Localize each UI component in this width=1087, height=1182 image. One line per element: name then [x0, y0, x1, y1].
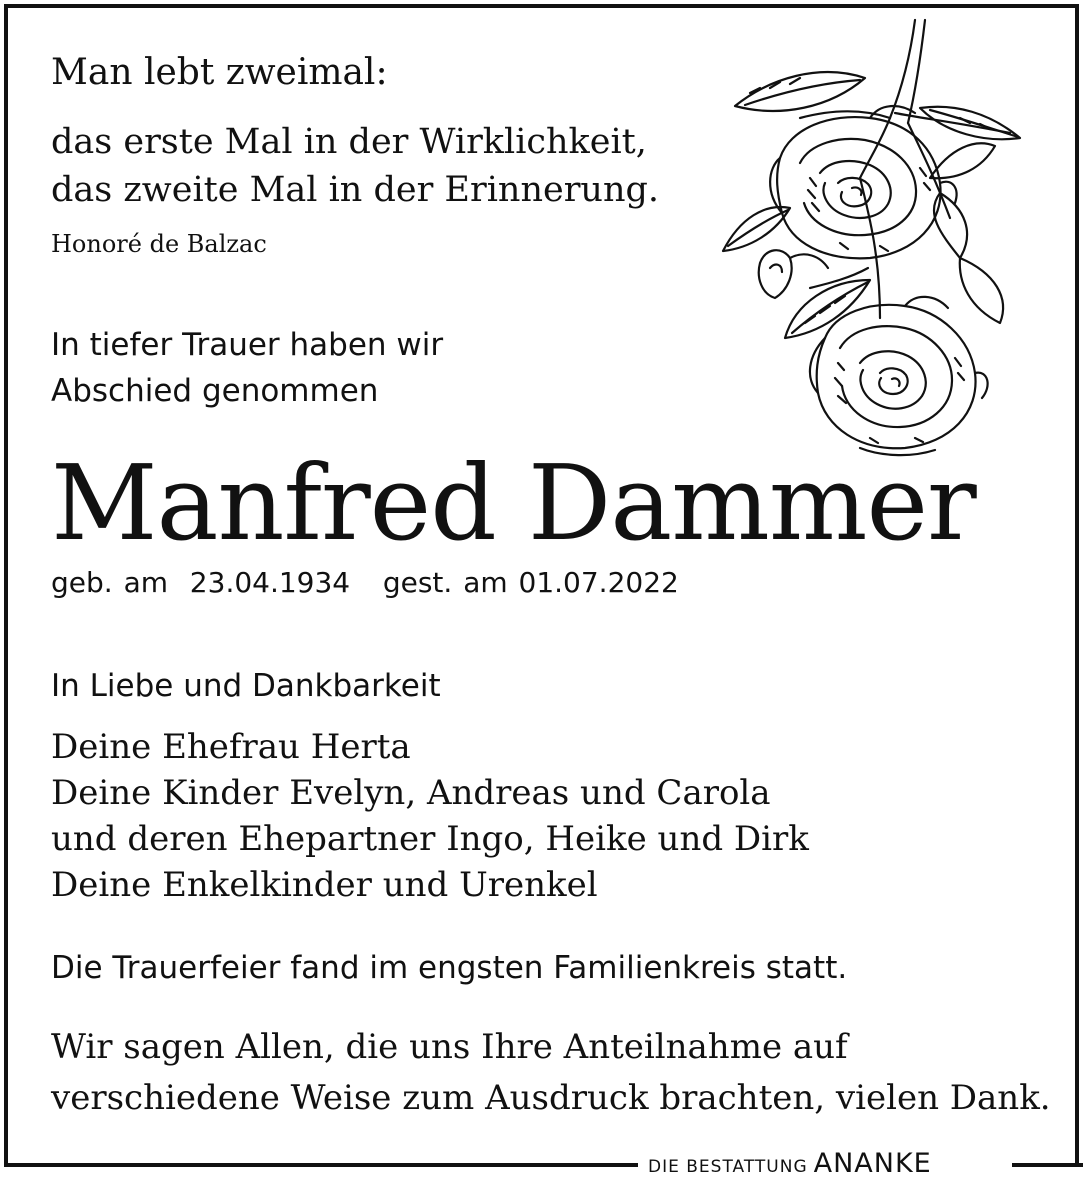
gratitude-line-2: verschiedene Weise zum Ausdruck brachten, vielen Dank. — [51, 1078, 1051, 1118]
rose-illustration-icon — [720, 18, 1060, 458]
quote-body — [51, 118, 659, 214]
quote-line-3: das zweite Mal in der Erinnerung. — [51, 170, 660, 210]
mourners-list — [51, 724, 809, 908]
intro-text — [51, 322, 443, 414]
intro-line-2: Abschied genommen — [51, 373, 379, 409]
quote-author: Honoré de Balzac — [51, 230, 267, 258]
deceased-name: Manfred Dammer — [51, 442, 976, 564]
frame-bottom-left — [4, 1163, 638, 1167]
mourner-line: Deine Kinder Evelyn, Andreas und Carola — [51, 773, 771, 813]
quote-line-2: das erste Mal in der Wirklichkeit, — [51, 122, 647, 162]
gratitude-line-1: Wir sagen Allen, die uns Ihre Anteilnahme auf — [51, 1027, 848, 1067]
footer-prefix: DIE BESTATTUNG — [648, 1157, 808, 1177]
intro-line-1: In tiefer Trauer haben wir — [51, 327, 444, 363]
mourners-heading: In Liebe und Dankbarkeit — [51, 668, 441, 704]
mourner-line: Deine Enkelkinder und Urenkel — [51, 865, 598, 905]
footer-brand: ANANKE — [813, 1148, 932, 1179]
ceremony-note: Die Trauerfeier fand im engsten Familienkreis statt. — [51, 950, 848, 986]
gratitude-text — [51, 1022, 1051, 1124]
frame-bottom-right — [1012, 1163, 1083, 1167]
funeral-home-logo — [648, 1148, 932, 1182]
mourner-line: Deine Ehefrau Herta — [51, 727, 411, 767]
quote-line-1: Man lebt zweimal: — [51, 52, 388, 93]
life-dates: geb. am 23.04.1934 gest. am 01.07.2022 — [51, 566, 679, 599]
mourner-line: und deren Ehepartner Ingo, Heike und Dirk — [51, 819, 809, 859]
